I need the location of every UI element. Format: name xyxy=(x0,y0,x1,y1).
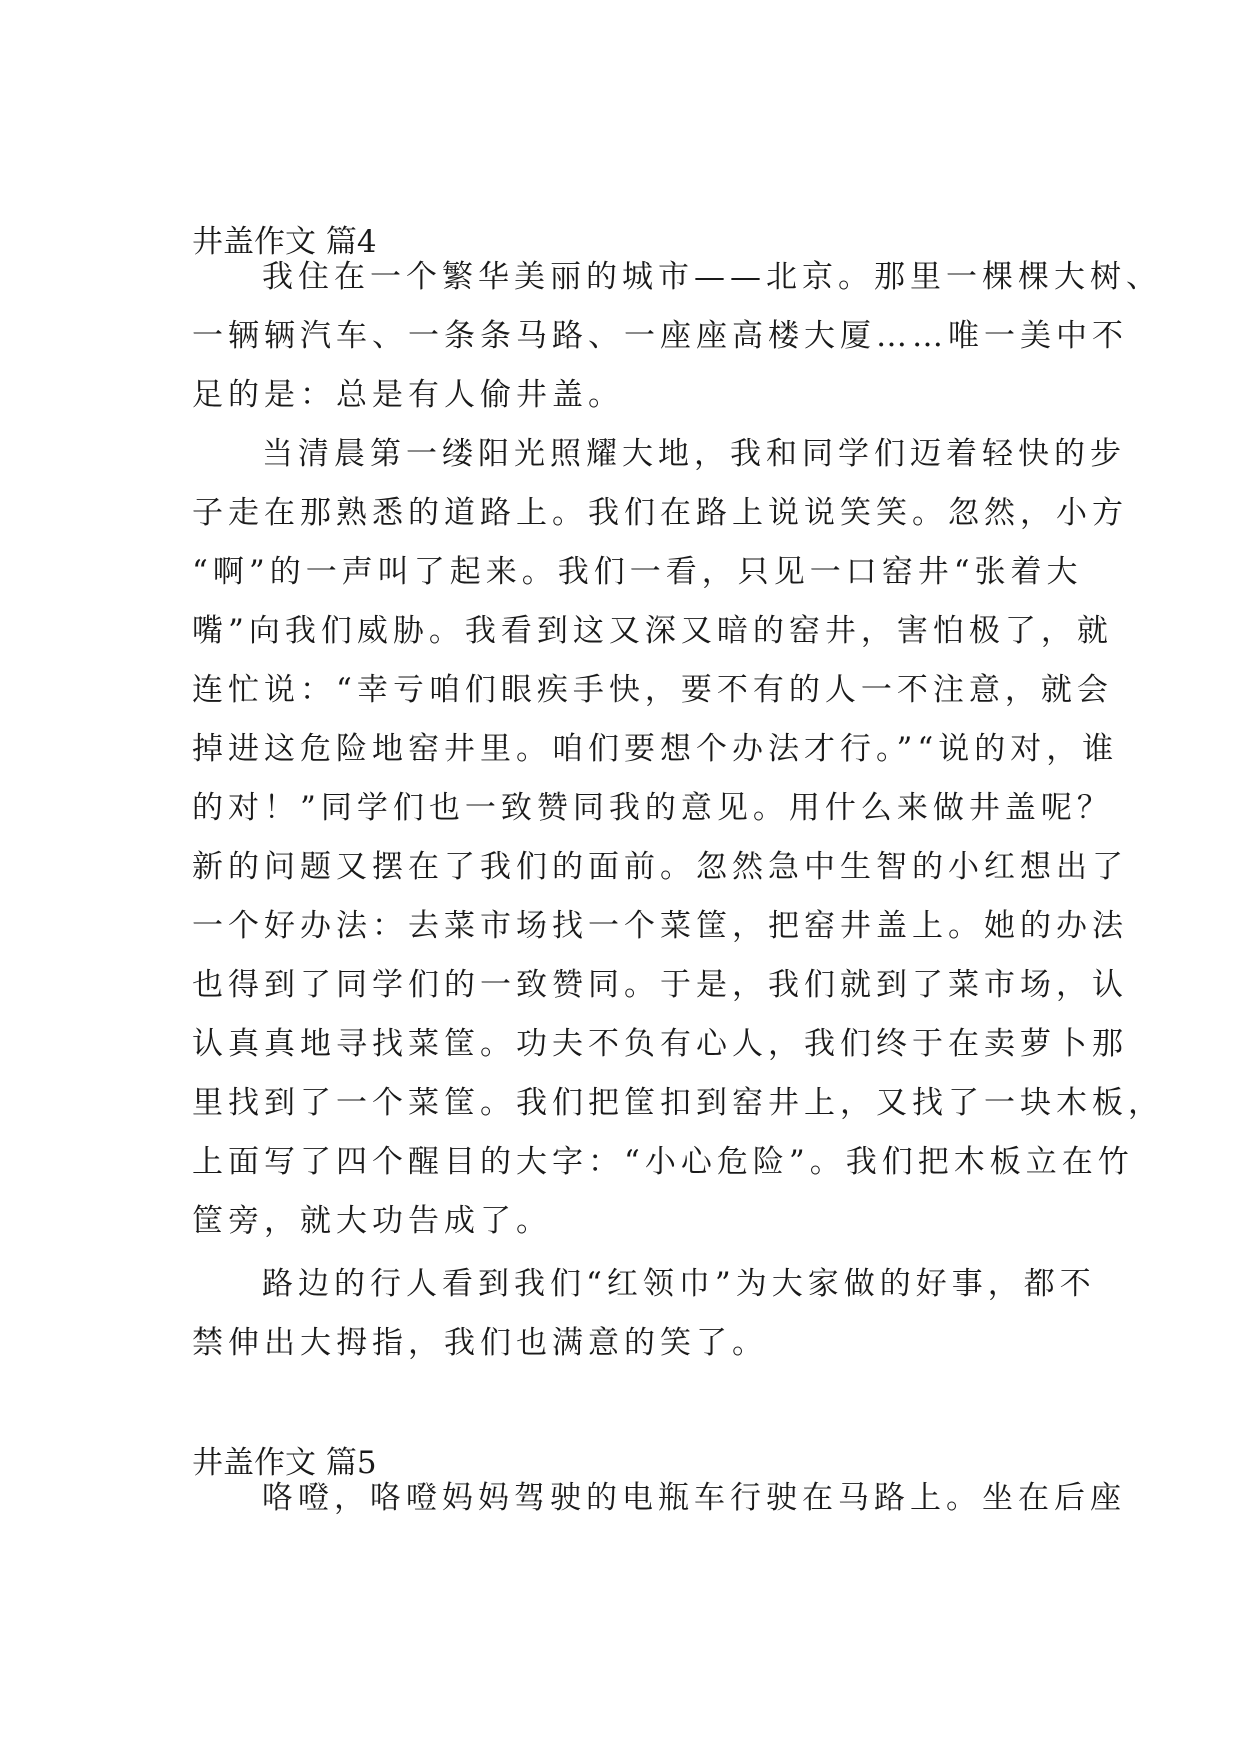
text-line: 我住在一个繁华美丽的城市——北京。那里一棵棵大树、 xyxy=(262,259,1162,295)
text-line: “啊”的一声叫了起来。我们一看，只见一口窑井“张着大 xyxy=(192,554,1083,590)
text-line: 认真真地寻找菜筐。功夫不负有心人，我们终于在卖萝卜那 xyxy=(192,1026,1128,1062)
text-line: 路边的行人看到我们“红领巾”为大家做的好事，都不 xyxy=(262,1266,1096,1302)
section-5-paragraph-1 xyxy=(192,1469,1126,1528)
section-5-title: 井盖作文 篇5 xyxy=(192,1445,377,1481)
section-4-paragraph-3 xyxy=(192,1255,1096,1373)
text-line: 筐旁，就大功告成了。 xyxy=(192,1203,552,1239)
text-line: 子走在那熟悉的道路上。我们在路上说说笑笑。忽然，小方 xyxy=(192,495,1128,531)
text-line: 一个好办法：去菜市场找一个菜筐，把窑井盖上。她的办法 xyxy=(192,908,1128,944)
text-line: 里找到了一个菜筐。我们把筐扣到窑井上，又找了一块木板， xyxy=(192,1085,1164,1121)
text-line: 上面写了四个醒目的大字：“小心危险”。我们把木板立在竹 xyxy=(192,1144,1134,1180)
text-line: 新的问题又摆在了我们的面前。忽然急中生智的小红想出了 xyxy=(192,849,1128,885)
text-line: 连忙说：“幸亏咱们眼疾手快，要不有的人一不注意，就会 xyxy=(192,672,1113,708)
section-4-paragraph-2 xyxy=(192,425,1164,1251)
text-line: 嘴”向我们威胁。我看到这又深又暗的窑井，害怕极了，就 xyxy=(192,613,1113,649)
text-line: 足的是：总是有人偷井盖。 xyxy=(192,377,624,413)
text-line: 咯噔，咯噔妈妈驾驶的电瓶车行驶在马路上。坐在后座 xyxy=(262,1480,1126,1516)
text-line: 的对！”同学们也一致赞同我的意见。用什么来做井盖呢？ xyxy=(192,790,1113,826)
section-4-title: 井盖作文 篇4 xyxy=(192,224,377,260)
text-line: 当清晨第一缕阳光照耀大地，我和同学们迈着轻快的步 xyxy=(262,436,1126,472)
text-line: 一辆辆汽车、一条条马路、一座座高楼大厦……唯一美中不 xyxy=(192,318,1128,354)
section-4-paragraph-1 xyxy=(192,248,1162,425)
text-line: 禁伸出大拇指，我们也满意的笑了。 xyxy=(192,1325,768,1361)
text-line: 也得到了同学们的一致赞同。于是，我们就到了菜市场，认 xyxy=(192,967,1128,1003)
text-line: 掉进这危险地窑井里。咱们要想个办法才行。”“说的对，谁 xyxy=(192,731,1119,767)
